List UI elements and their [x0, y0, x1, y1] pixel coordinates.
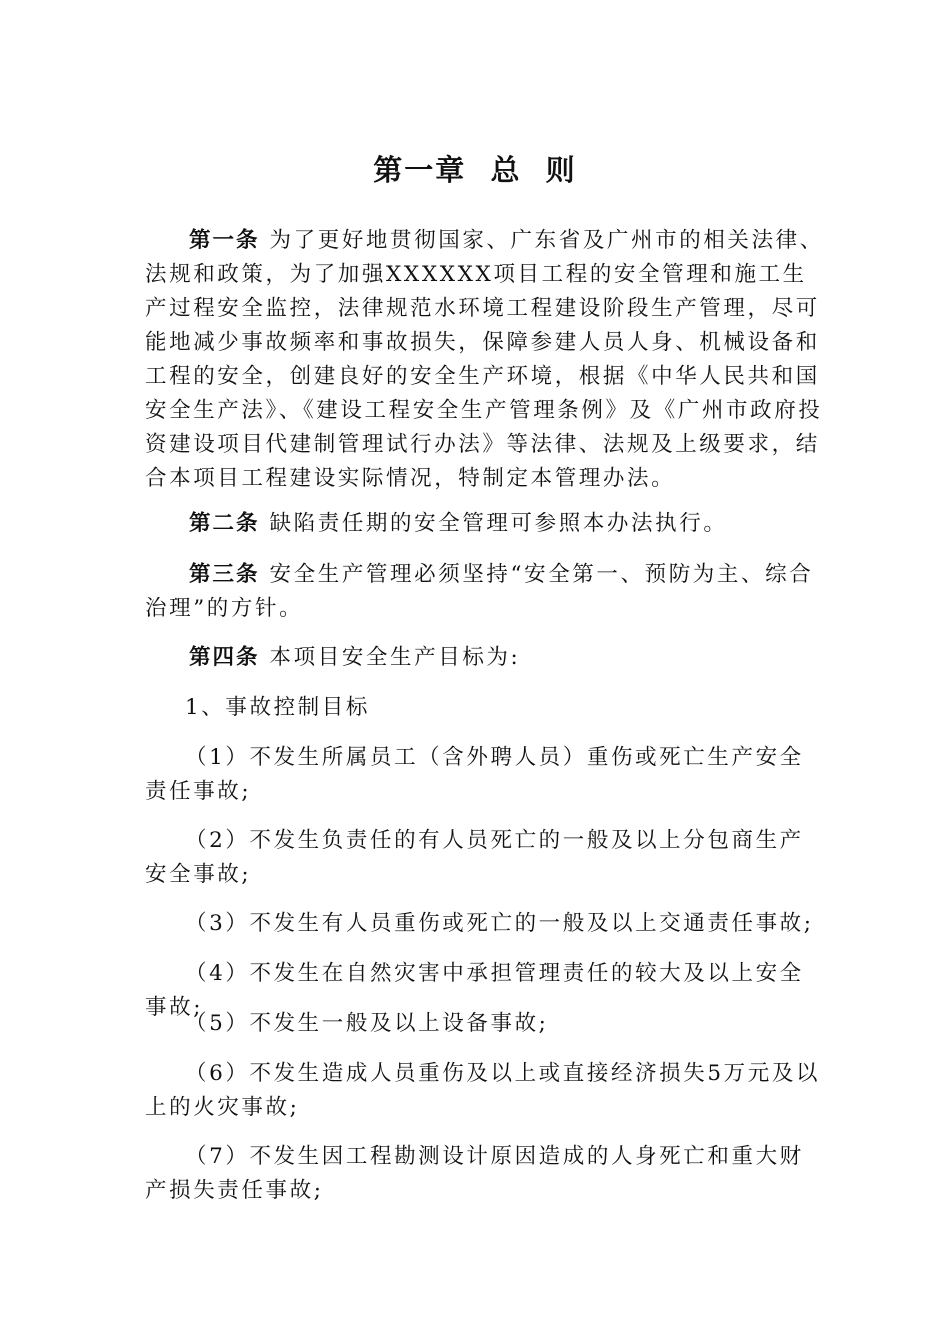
target-item: （4）不发生在自然灾害中承担管理责任的较大及以上安全事故;	[145, 961, 804, 1020]
article-text: 缺陷责任期的安全管理可参照本办法执行。	[269, 511, 728, 536]
target-item: （5）不发生一般及以上设备事故;	[185, 1011, 549, 1036]
target-item: （3）不发生有人员重伤或死亡的一般及以上交通责任事故;	[185, 911, 814, 936]
article-3	[145, 558, 825, 626]
article-4	[145, 641, 825, 675]
target-item: （2）不发生负责任的有人员死亡的一般及以上分包商生产安全事故;	[145, 828, 804, 887]
article-2	[145, 507, 825, 541]
chapter-title: 第一章 总 则	[373, 153, 577, 187]
article-text: 本项目安全生产目标为:	[269, 645, 521, 670]
article-text: 为了更好地贯彻国家、广东省及广州市的相关法律、法规和政策，为了加强XXXXXX项目工程的安全管理和施工生产过程安全监控，法律规范水环境工程建设阶段生产管理，尽可能地减少事故频率和事故损失，保障参建人员人身、机械设备和工程的安全，创建良好的安全生产环境，根据《中华人民共和国安全生产法》、《建设工程安全生产管理条例》及《广州市政府投资建设项目代建制管理试行办法》等法律、法规及上级要求，结合本项目工程建设实际情况，特制定本管理办法。	[145, 228, 824, 491]
article-label: 第三条	[189, 562, 260, 587]
target-item: （6）不发生造成人员重伤及以上或直接经济损失5万元及以上的火灾事故;	[145, 1061, 821, 1120]
target-heading: 1、事故控制目标	[185, 695, 370, 720]
article-text: 安全生产管理必须坚持“安全第一、预防为主、综合治理”的方针。	[145, 562, 814, 621]
target-item: （1）不发生所属员工（含外聘人员）重伤或死亡生产安全责任事故;	[145, 745, 804, 804]
article-label: 第一条	[189, 228, 260, 253]
target-item: （7）不发生因工程勘测设计原因造成的人身死亡和重大财产损失责任事故;	[145, 1144, 804, 1203]
article-label: 第四条	[189, 645, 260, 670]
article-1	[145, 224, 825, 496]
article-label: 第二条	[189, 511, 260, 536]
